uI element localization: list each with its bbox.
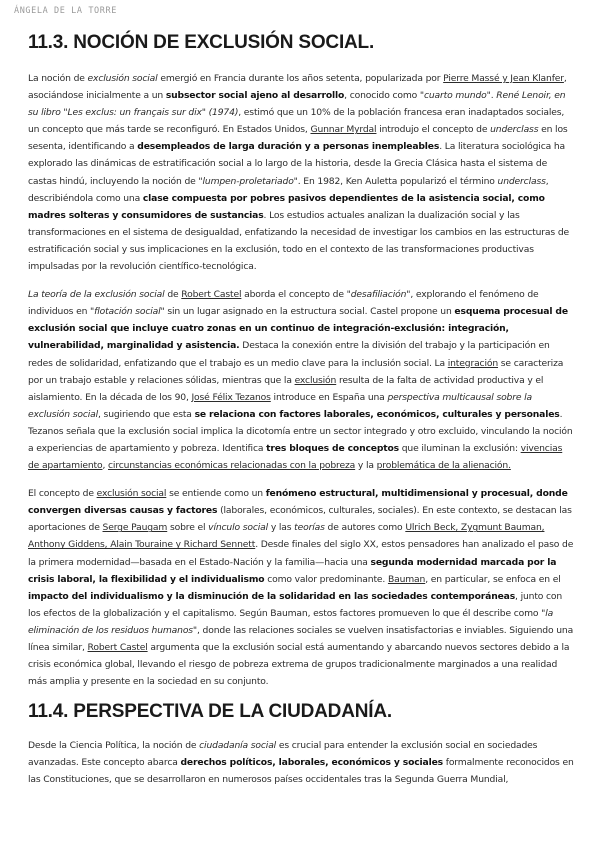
text-run: . Los estudios actuales analizan la dualización social y las transformaciones en el sistema de desigualdad, enfatizando la necesidad de investigar los cambios en las estructuras de estratificación social y sus implicaciones en la exclusión, todo en el contexto de las transformaciones productivas impulsadas por la revolución científico-tecnológica. [28, 209, 570, 273]
italic-phrase: vínculo social [208, 522, 269, 534]
text-run: es crucial para entender la exclusión social en sociedades avanzadas. Este concepto abarca [28, 740, 538, 769]
text-run: , estimó que un 10% de la población francesa eran inadaptados sociales, un concepto que más tarde se reconfiguró. En Estados Unidos, [28, 107, 565, 136]
underlined-term: problemática de la alienación. [376, 460, 511, 472]
text-run: . La literatura sociológica ha explorado las dinámicas de estratificación social a lo largo de la historia, desde la Grecia Clásica hasta el sistema de castas hindú, incluyendo la noción de [28, 141, 565, 187]
underlined-term: José Félix Tezanos [191, 391, 271, 403]
italic-phrase: underclass [490, 124, 539, 136]
text-run: Desde la Ciencia Política, la noción de [28, 740, 200, 752]
text-run: . En 1982, Ken Auletta popularizó el término [297, 175, 498, 187]
text-run: y las [268, 522, 295, 534]
underlined-term: vivencias de apartamiento [28, 442, 563, 472]
text-run: El concepto de [28, 488, 97, 500]
text-run: (laborales, económicos, culturales, sociales). En este contexto, se destacan las aportaciones de [28, 505, 572, 534]
text-run: , sugiriendo que esta [98, 408, 195, 420]
text-run: , donde las relaciones sociales se vuelven insatisfactorias e inviables. Siguiendo una línea similar, [28, 624, 574, 653]
text-run: como valor predominante. [264, 573, 388, 585]
bold-phrase: esquema procesual de exclusión social que incluye cuatro zonas en un continuo de integración-exclusión: integración, vulnerabilidad, marginalidad y asistencia. [28, 306, 568, 352]
underlined-term: Robert Castel [181, 289, 242, 301]
text-run: aborda el concepto de " [241, 289, 351, 301]
underlined-term: integración [447, 357, 499, 369]
paragraph-citizenship [28, 737, 574, 788]
italic-phrase: underclass [497, 175, 546, 187]
italic-phrase: desafiliación [350, 289, 407, 301]
text-run: se entiende como un [166, 488, 266, 500]
text-run: , conocido como [344, 90, 420, 102]
document-body [28, 32, 574, 800]
text-run: que iluminan la exclusión: [398, 442, 521, 454]
underlined-term: circunstancias económicas relacionadas con la pobreza [108, 460, 356, 472]
bold-phrase: subsector social ajeno al desarrollo [165, 90, 345, 102]
text-run: , en particular, se enfoca en el [425, 573, 561, 585]
text-run: . [490, 90, 497, 102]
underlined-term: exclusión [294, 374, 337, 386]
text-run: se caracteriza por un trabajo estable y relaciones sólidas, mientras que la [28, 357, 564, 386]
bold-phrase: se relaciona con factores laborales, económicos, culturales y personales [194, 408, 560, 420]
italic-phrase: La teoría de la exclusión social [28, 289, 165, 301]
section-title-citizenship: 11.4. PERSPECTIVA DE LA CIUDADANÍA. [28, 701, 392, 723]
text-run: sin un lugar asignado en la estructura social. Castel propone un [164, 306, 455, 318]
text-run: y la [355, 460, 377, 472]
italic-phrase: teorías [294, 522, 325, 534]
text-run: , asociándose inicialmente a un [28, 73, 567, 102]
text-run: de [164, 289, 182, 301]
text-run: introdujo el concepto de [376, 124, 491, 136]
underlined-term: Serge Paugam [102, 522, 168, 534]
bold-phrase: desempleados de larga duración y a personas inempleables [137, 141, 440, 153]
bold-phrase: tres bloques de conceptos [266, 442, 399, 454]
text-run: argumenta que la exclusión social está aumentando y abarcando nuevos sectores debido a la crisis económica global, llevando el riesgo de pobreza extrema de grupos tradicionalmente marginados a una realidad más amplia y presente en la sociedad en su conjunto. [28, 642, 570, 688]
underlined-term: Pierre Massé y Jean Klanfer [443, 73, 564, 84]
text-run: , describiéndola como una [28, 175, 549, 204]
bold-phrase: impacto del individualismo y la disminución de la solidaridad en las sociedades contemporáneas [28, 590, 516, 602]
text-run: formalmente reconocidos en las Constituciones, que se desarrollaron en numerosos países occidentales tras la Segunda Guerra Mundial, [28, 757, 574, 786]
italic-phrase: "lumpen-proletariado" [198, 175, 298, 187]
underlined-term: exclusión social [96, 488, 167, 500]
text-run: La noción de [28, 73, 88, 84]
bold-phrase: clase compuesta por pobres pasivos dependientes de la asistencia social, como madres solteras y consumidores de sustancias [28, 192, 545, 221]
text-run: de autores como [324, 522, 406, 534]
bold-phrase: derechos políticos, laborales, económicos y sociales [180, 757, 443, 769]
text-run: ", explorando el fenómeno de individuos en [28, 289, 539, 318]
italic-phrase: ciudadanía social [199, 740, 277, 752]
italic-phrase: "cuarto mundo" [419, 90, 491, 102]
text-run: sobre el [167, 522, 209, 534]
italic-phrase: exclusión social [87, 73, 158, 84]
text-run: . Tezanos señala que la exclusión social implica la dicotomía entre un sector integrado y otro excluido, vinculando la noción a experiencias de apartamiento y pobreza. Identifica [28, 408, 573, 454]
underlined-term: Ulrich Beck, Zygmunt Bauman, Anthony Giddens, Alain Touraine y Richard Sennett [28, 522, 545, 551]
underlined-term: Robert Castel [87, 642, 148, 653]
italic-phrase: "la eliminación de los residuos humanos" [28, 607, 554, 636]
paragraph-castel-tezanos [28, 286, 574, 474]
text-run: , junto con los efectos de la globalización y el capitalismo. Según Bauman, estos factores promueven lo que él describe como [28, 590, 563, 619]
text-run: emergió en Francia durante los años setenta, popularizada por [157, 73, 444, 84]
paragraph-origins [28, 70, 574, 275]
text-run: en los sesenta, identificando a [28, 124, 568, 153]
text-run: . Desde finales del siglo XX, estos pensadores han analizado el paso de la primera modernidad—basada en el Estado-Nación y la familia—hacia una [28, 539, 574, 568]
text-run: , [102, 460, 109, 472]
italic-phrase: perspectiva multicausal sobre la exclusión social [28, 391, 533, 420]
underlined-term: Bauman [387, 573, 426, 585]
paragraph-structural-concept [28, 485, 574, 690]
bold-phrase: segunda modernidad marcada por la crisis laboral, la flexibilidad y el individualismo [28, 556, 557, 585]
text-run: introduce en España una [270, 391, 388, 403]
text-run: Destaca la conexión entre la división del trabajo y la participación en redes de solidaridad, enfatizando que el trabajo es un medio clave para la inclusión social. La [28, 340, 550, 369]
author-header: ÁNGELA DE LA TORRE [14, 6, 117, 16]
underlined-term: Gunnar Myrdal [310, 124, 377, 136]
italic-phrase: René Lenoir, en su libro "Les exclus: un français sur dix" (1974) [28, 90, 566, 119]
bold-phrase: fenómeno estructural, multidimensional y procesual, donde convergen diversas causas y factores [28, 488, 568, 517]
italic-phrase: "flotación social" [90, 306, 165, 318]
section-title-exclusion: 11.3. NOCIÓN DE EXCLUSIÓN SOCIAL. [28, 32, 375, 53]
text-run: resulta de la falta de actividad productiva y el aislamiento. En la década de los 90, [28, 374, 544, 403]
